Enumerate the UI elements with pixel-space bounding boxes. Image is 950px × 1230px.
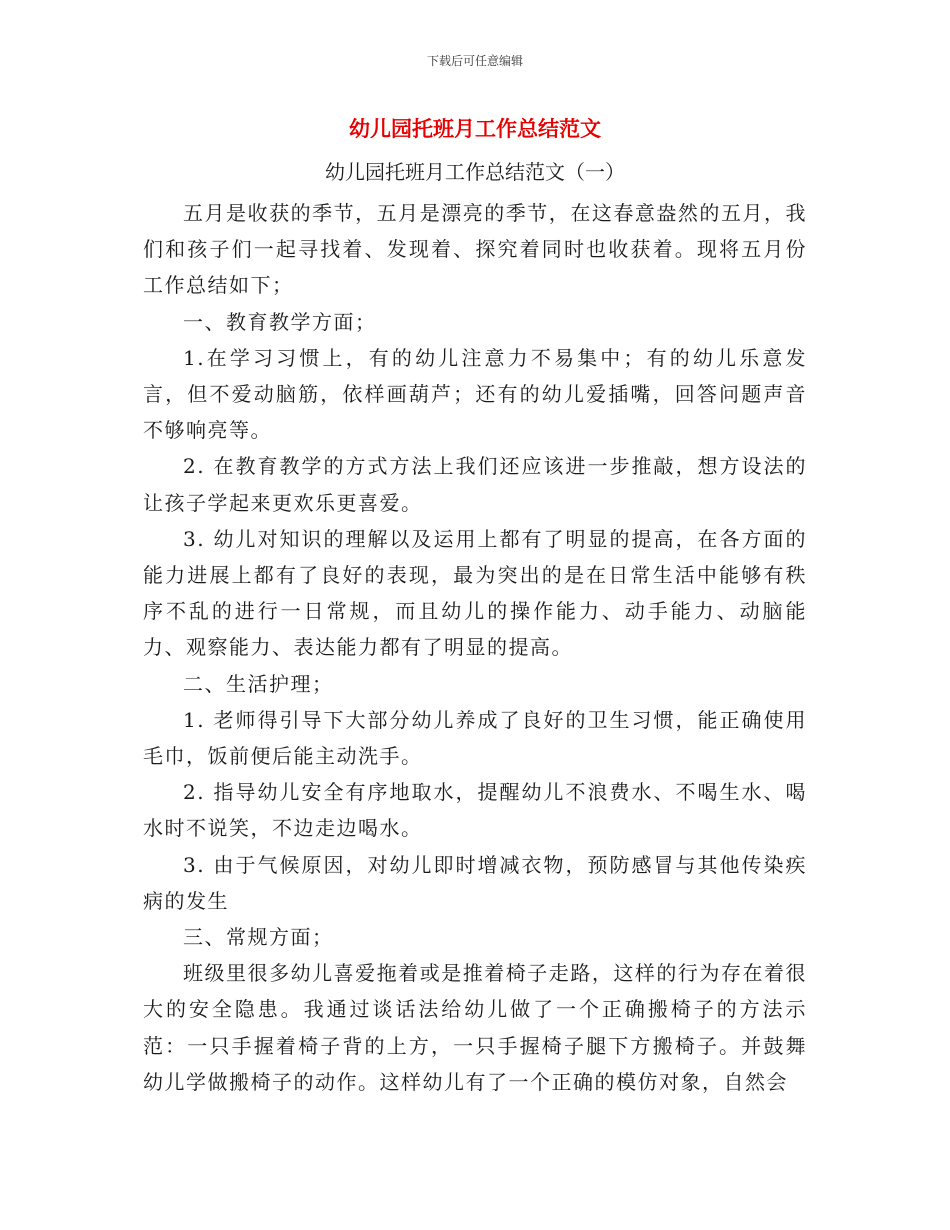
paragraph-life-care-3: 3. 由于气候原因，对幼儿即时增减衣物，预防感冒与其他传染疾病的发生 [143,852,807,913]
paragraph-life-care-2: 2. 指导幼儿安全有序地取水，提醒幼儿不浪费水、不喝生水、喝水时不说笑，不边走边喝水。 [143,780,807,841]
heading-routine: 三、常规方面； [183,925,334,950]
paragraph-teaching-1: 1.在学习习惯上，有的幼儿注意力不易集中；有的幼儿乐意发言，但不爱动脑筋，依样画葫芦；还有的幼儿爱插嘴，回答问题声音不够响亮等。 [143,345,807,443]
paragraph-routine: 班级里很多幼儿喜爱拖着或是推着椅子走路，这样的行为存在着很大的安全隐患。我通过谈话法给幼儿做了一个正确搬椅子的方法示范：一只手握着椅子背的上方，一只手握椅子腿下方搬椅子。并鼓舞幼儿学做搬椅子的动作。这样幼儿有了一个正确的模仿对象，自然会 [143,961,807,1094]
paragraph-life-care-1: 1. 老师得引导下大部分幼儿养成了良好的卫生习惯，能正确使用毛巾，饭前便后能主动洗手。 [143,707,807,769]
header-note: 下载后可任意编辑 [426,54,523,68]
heading-life-care: 二、生活护理； [183,671,334,696]
document-title: 幼儿园托班月工作总结范文 [349,117,601,141]
paragraph-teaching-2: 2. 在教育教学的方式方法上我们还应该进一步推敲，想方设法的让孩子学起来更欢乐更喜爱。 [143,454,807,515]
heading-teaching: 一、教育教学方面； [183,309,377,334]
paragraph-teaching-3: 3. 幼儿对知识的理解以及运用上都有了明显的提高，在各方面的能力进展上都有了良好的表现，最为突出的是在日常生活中能够有秩序不乱的进行一日常规，而且幼儿的操作能力、动手能力、动脑能力、观察能力、表达能力都有了明显的提高。 [143,526,807,660]
section-title: 幼儿园托班月工作总结范文（一） [325,160,625,184]
document-body [143,195,807,1100]
paragraph-intro: 五月是收获的季节，五月是漂亮的季节，在这春意盎然的五月，我们和孩子们一起寻找着、发现着、探究着同时也收获着。现将五月份工作总结如下； [143,201,807,298]
